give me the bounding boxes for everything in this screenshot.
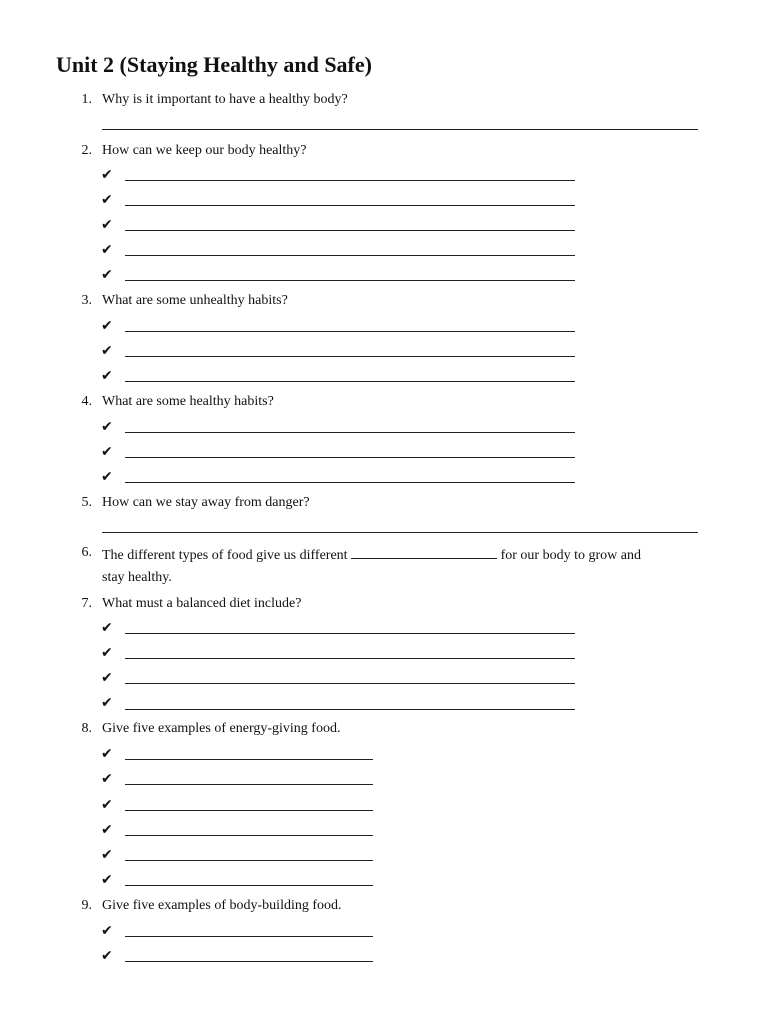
answer-line-q8-4[interactable] — [125, 835, 373, 836]
checkmark-icon: ✔ — [101, 368, 113, 384]
question-8-text: Give five examples of energy-giving food. — [102, 721, 341, 736]
fill-in-blank-q6[interactable] — [351, 544, 497, 559]
checkmark-icon: ✔ — [101, 948, 113, 964]
answer-line-q7-3[interactable] — [125, 683, 575, 684]
answer-line-q2-3[interactable] — [125, 230, 575, 231]
checkmark-icon: ✔ — [101, 923, 113, 939]
answer-line-q5[interactable] — [102, 532, 698, 533]
question-9-text: Give five examples of body-building food. — [102, 898, 342, 913]
checkmark-icon: ✔ — [101, 746, 113, 762]
answer-line-q1[interactable] — [102, 129, 698, 130]
answer-line-q9-1[interactable] — [125, 936, 373, 937]
answer-line-q3-1[interactable] — [125, 331, 575, 332]
question-6-text-after: for our body to grow and — [500, 548, 641, 563]
answer-line-q4-2[interactable] — [125, 457, 575, 458]
checkmark-icon: ✔ — [101, 645, 113, 661]
checkmark-icon: ✔ — [101, 318, 113, 334]
answer-line-q7-1[interactable] — [125, 633, 575, 634]
answer-line-q7-4[interactable] — [125, 709, 575, 710]
question-4-number: 4. — [81, 394, 92, 409]
checkmark-icon: ✔ — [101, 872, 113, 888]
checkmark-icon: ✔ — [101, 343, 113, 359]
answer-line-q8-3[interactable] — [125, 810, 373, 811]
question-2-number: 2. — [81, 143, 92, 158]
checkmark-icon: ✔ — [101, 469, 113, 485]
answer-line-q9-2[interactable] — [125, 961, 373, 962]
question-4-text: What are some healthy habits? — [102, 394, 274, 409]
question-6-line-1 — [102, 544, 641, 565]
question-6-line-2: stay healthy. — [102, 570, 172, 585]
answer-line-q8-6[interactable] — [125, 885, 373, 886]
checkmark-icon: ✔ — [101, 670, 113, 686]
checkmark-icon: ✔ — [101, 847, 113, 863]
question-3-number: 3. — [81, 293, 92, 308]
checkmark-icon: ✔ — [101, 192, 113, 208]
checkmark-icon: ✔ — [101, 444, 113, 460]
question-7-number: 7. — [81, 596, 92, 611]
question-1-number: 1. — [81, 92, 92, 107]
answer-line-q8-1[interactable] — [125, 759, 373, 760]
answer-line-q3-2[interactable] — [125, 356, 575, 357]
answer-line-q3-3[interactable] — [125, 381, 575, 382]
question-1-text: Why is it important to have a healthy body? — [102, 92, 348, 107]
question-6-text-before: The different types of food give us different — [102, 548, 348, 563]
question-7-text: What must a balanced diet include? — [102, 596, 302, 611]
answer-line-q7-2[interactable] — [125, 658, 575, 659]
checkmark-icon: ✔ — [101, 419, 113, 435]
question-9-number: 9. — [81, 898, 92, 913]
checkmark-icon: ✔ — [101, 695, 113, 711]
answer-line-q8-2[interactable] — [125, 784, 373, 785]
checkmark-icon: ✔ — [101, 267, 113, 283]
question-2-text: How can we keep our body healthy? — [102, 143, 307, 158]
answer-line-q2-4[interactable] — [125, 255, 575, 256]
question-8-number: 8. — [81, 721, 92, 736]
answer-line-q4-3[interactable] — [125, 482, 575, 483]
checkmark-icon: ✔ — [101, 822, 113, 838]
question-3-text: What are some unhealthy habits? — [102, 293, 288, 308]
checkmark-icon: ✔ — [101, 167, 113, 183]
checkmark-icon: ✔ — [101, 242, 113, 258]
answer-line-q2-5[interactable] — [125, 280, 575, 281]
question-5-number: 5. — [81, 495, 92, 510]
answer-line-q4-1[interactable] — [125, 432, 575, 433]
question-6-number: 6. — [81, 545, 92, 560]
checkmark-icon: ✔ — [101, 797, 113, 813]
checkmark-icon: ✔ — [101, 771, 113, 787]
page-title: Unit 2 (Staying Healthy and Safe) — [56, 52, 372, 77]
answer-line-q8-5[interactable] — [125, 860, 373, 861]
answer-line-q2-2[interactable] — [125, 205, 575, 206]
answer-line-q2-1[interactable] — [125, 180, 575, 181]
checkmark-icon: ✔ — [101, 217, 113, 233]
question-5-text: How can we stay away from danger? — [102, 495, 310, 510]
checkmark-icon: ✔ — [101, 620, 113, 636]
